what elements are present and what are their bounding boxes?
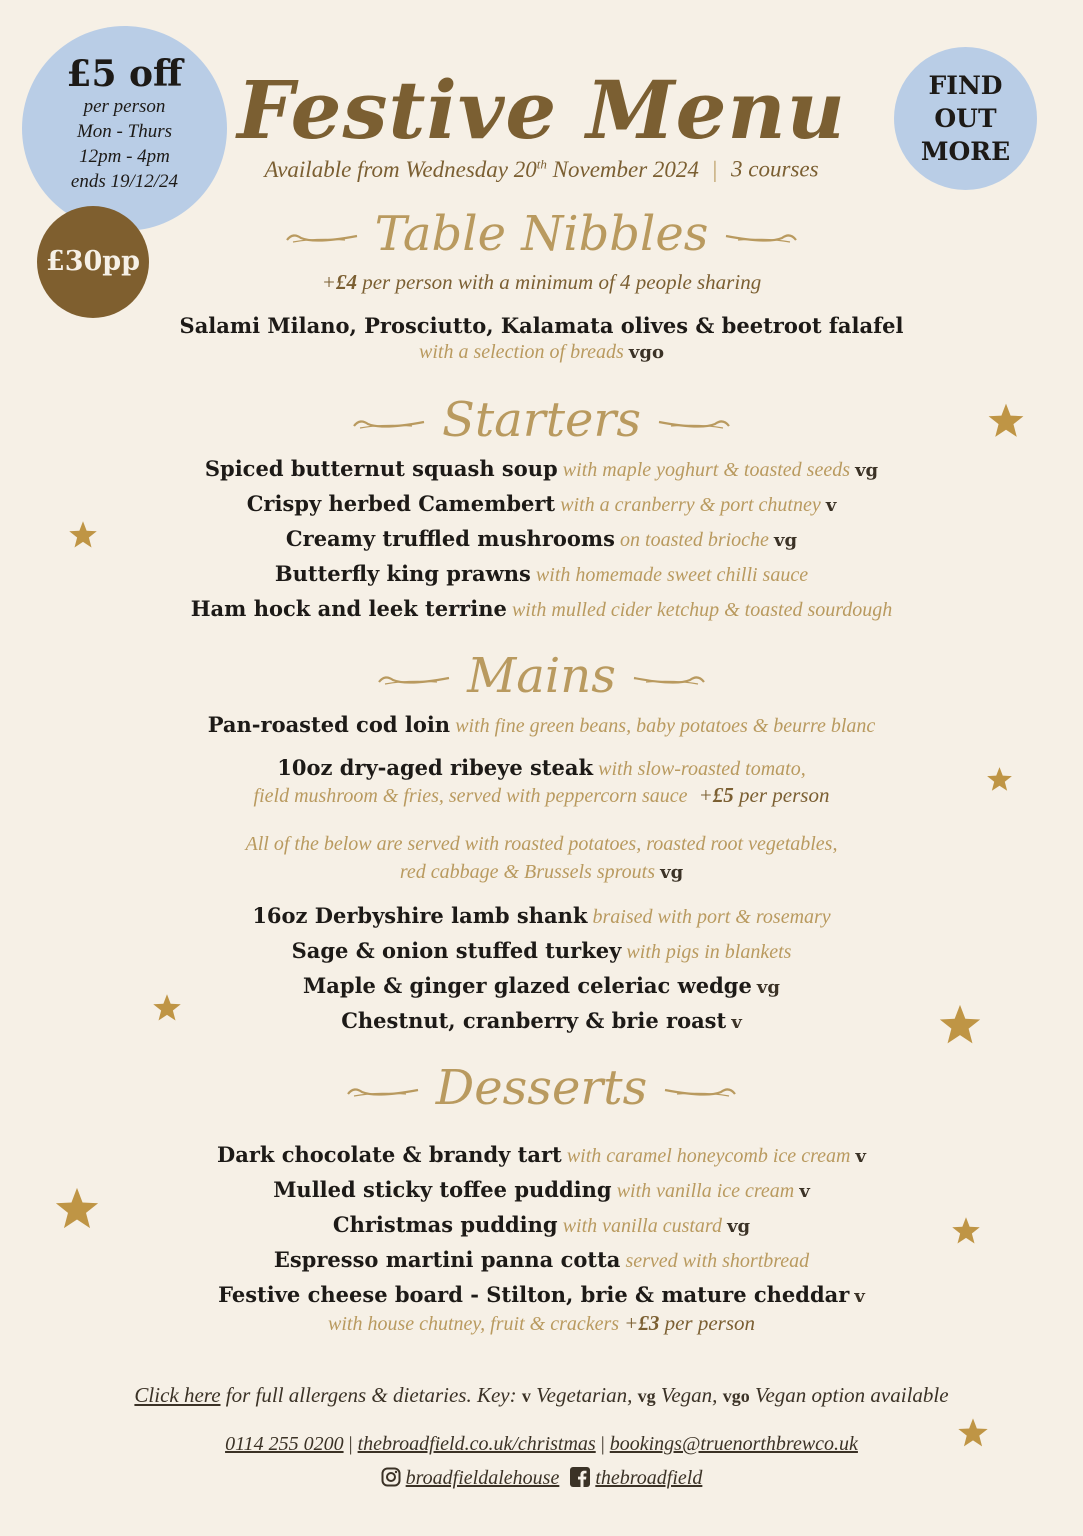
starter-item: Crispy herbed Camembert with a cranberry & port chutney v bbox=[246, 491, 837, 516]
main-item-steak-desc: field mushroom & fries, served with peppercorn sauce +£5 per person bbox=[253, 783, 830, 807]
subtitle bbox=[0, 156, 1083, 183]
section-title-starters: Starters bbox=[0, 392, 1083, 448]
offer-line-3: 12pm - 4pm bbox=[79, 146, 170, 167]
nibbles-dish: Salami Milano, Prosciutto, Kalamata olives & beetroot falafel bbox=[179, 313, 904, 338]
main-item: Maple & ginger glazed celeriac wedge vg bbox=[303, 973, 780, 998]
price-badge: £30pp bbox=[37, 206, 149, 318]
allergens-link[interactable]: Click here bbox=[134, 1383, 221, 1407]
find-out-more-line-1: FIND bbox=[928, 71, 1003, 100]
star-icon bbox=[986, 766, 1013, 793]
instagram-icon bbox=[381, 1467, 401, 1487]
star-icon bbox=[54, 1186, 100, 1232]
page-title: Festive Menu bbox=[237, 63, 846, 157]
starter-item: Butterfly king prawns with homemade sweet chilli sauce bbox=[274, 561, 809, 586]
swirl-right-icon bbox=[632, 672, 706, 688]
website-link[interactable]: thebroadfield.co.uk/christmas bbox=[357, 1433, 596, 1455]
subtitle-courses: 3 courses bbox=[731, 156, 819, 182]
section-title-desserts: Desserts bbox=[0, 1060, 1083, 1116]
social-line bbox=[0, 1467, 1083, 1490]
starter-item: Ham hock and leek terrine with mulled cider ketchup & toasted sourdough bbox=[190, 596, 893, 621]
find-out-more-line-2: OUT bbox=[934, 104, 997, 133]
swirl-right-icon bbox=[663, 1084, 737, 1100]
section-title-mains: Mains bbox=[0, 648, 1083, 704]
starter-item: Creamy truffled mushrooms on toasted brioche vg bbox=[285, 526, 798, 551]
main-item-steak: 10oz dry-aged ribeye steak with slow-roasted tomato, bbox=[277, 755, 806, 780]
offer-line-1: per person bbox=[83, 96, 166, 117]
swirl-left-icon bbox=[346, 1084, 420, 1100]
star-icon bbox=[152, 993, 182, 1023]
subtitle-date: Available from Wednesday 20th November 2024 bbox=[264, 156, 699, 182]
cheese-board-desc: with house chutney, fruit & crackers +£3 per person bbox=[327, 1311, 755, 1335]
dessert-item: Mulled sticky toffee pudding with vanilla ice cream v bbox=[273, 1177, 810, 1202]
dessert-item: Festive cheese board - Stilton, brie & mature cheddar v bbox=[218, 1282, 865, 1307]
section-title-nibbles: Table Nibbles bbox=[0, 206, 1083, 262]
star-icon bbox=[987, 402, 1025, 440]
star-icon bbox=[938, 1003, 982, 1047]
star-icon bbox=[68, 520, 98, 550]
allergen-line: Click here for full allergens & dietaries. Key: v Vegetarian, vg Vegan, vgo Vegan option available bbox=[134, 1383, 949, 1407]
diet-badge: vgo bbox=[628, 342, 664, 363]
offer-headline: £5 off bbox=[66, 53, 183, 95]
main-item: Sage & onion stuffed turkey with pigs in blankets bbox=[291, 938, 792, 963]
dessert-item: Dark chocolate & brandy tart with caramel honeycomb ice cream v bbox=[217, 1142, 866, 1167]
main-item-cod: Pan-roasted cod loin with fine green beans, baby potatoes & beurre blanc bbox=[207, 712, 876, 737]
nibbles-desc: with a selection of breads bbox=[419, 341, 624, 363]
main-item: Chestnut, cranberry & brie roast v bbox=[341, 1008, 742, 1033]
star-icon bbox=[951, 1216, 981, 1246]
email-link[interactable]: bookings@truenorthbrewco.uk bbox=[609, 1433, 858, 1455]
dessert-item: Christmas pudding with vanilla custard vg bbox=[332, 1212, 751, 1237]
instagram-link[interactable]: broadfieldalehouse bbox=[405, 1467, 560, 1489]
phone-link[interactable]: 0114 255 0200 bbox=[225, 1433, 344, 1455]
mains-note-line-2: red cabbage & Brussels sprouts vg bbox=[399, 861, 684, 883]
find-out-more-line-3: MORE bbox=[920, 137, 1011, 166]
swirl-right-icon bbox=[724, 230, 798, 246]
facebook-icon bbox=[570, 1467, 590, 1487]
star-icon bbox=[957, 1417, 989, 1449]
swirl-left-icon bbox=[377, 672, 451, 688]
mains-note-line-1: All of the below are served with roasted potatoes, roasted root vegetables, bbox=[245, 833, 838, 855]
swirl-left-icon bbox=[285, 230, 359, 246]
facebook-link[interactable]: thebroadfield bbox=[595, 1467, 703, 1489]
nibbles-note: +£4 per person with a minimum of 4 people sharing bbox=[321, 270, 762, 294]
starter-item: Spiced butternut squash soup with maple yoghurt & toasted seeds vg bbox=[204, 456, 879, 481]
nibbles-desc-line bbox=[0, 341, 1083, 364]
subtitle-separator: | bbox=[712, 156, 718, 182]
swirl-left-icon bbox=[352, 416, 426, 432]
offer-line-4: ends 19/12/24 bbox=[70, 171, 179, 192]
dessert-item: Espresso martini panna cotta served with shortbread bbox=[273, 1247, 810, 1272]
main-item: 16oz Derbyshire lamb shank braised with port & rosemary bbox=[252, 903, 831, 928]
offer-line-2: Mon - Thurs bbox=[76, 121, 172, 142]
contact-line: 0114 255 0200 | thebroadfield.co.uk/christmas | bookings@truenorthbrewco.uk bbox=[225, 1433, 858, 1455]
swirl-right-icon bbox=[657, 416, 731, 432]
